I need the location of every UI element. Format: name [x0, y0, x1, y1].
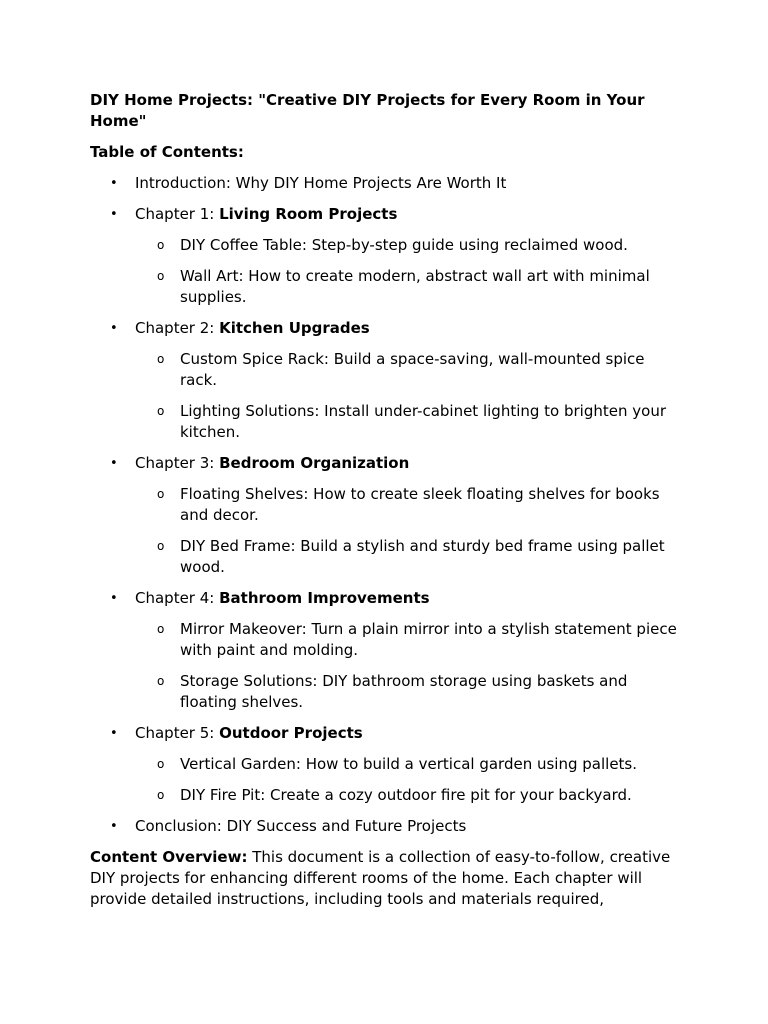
toc-subitem-text: Floating Shelves: How to create sleek floating shelves for books and decor. — [180, 485, 660, 524]
circle-bullet-icon: o — [157, 757, 165, 771]
toc-subitem-text: Mirror Makeover: Turn a plain mirror into a stylish statement piece with paint and molding. — [180, 620, 677, 659]
toc-heading: Table of Contents: — [90, 143, 244, 161]
toc-item — [90, 204, 680, 308]
toc-item — [90, 453, 680, 578]
circle-bullet-icon: o — [157, 788, 165, 802]
toc-item — [90, 723, 680, 806]
toc-sublist — [135, 619, 680, 713]
toc-subitem — [135, 619, 680, 661]
toc-item — [90, 816, 680, 837]
content-overview — [90, 847, 680, 910]
toc-item-title: Living Room Projects — [219, 205, 398, 223]
toc-subitem — [135, 235, 680, 256]
toc-item-title: Kitchen Upgrades — [219, 319, 370, 337]
circle-bullet-icon: o — [157, 487, 165, 501]
toc-subitem-text: Lighting Solutions: Install under-cabinet lighting to brighten your kitchen. — [180, 402, 666, 441]
toc-item-prefix: Chapter 3: — [135, 454, 220, 472]
toc-subitem — [135, 401, 680, 443]
circle-bullet-icon: o — [157, 352, 165, 366]
toc-subitem — [135, 266, 680, 308]
circle-bullet-icon: o — [157, 539, 165, 553]
toc-subitem-text: Vertical Garden: How to build a vertical garden using pallets. — [180, 755, 638, 773]
bullet-icon: • — [110, 726, 118, 741]
toc-subitem — [135, 349, 680, 391]
document-title: DIY Home Projects: "Creative DIY Projects for Every Room in Your Home" — [90, 91, 645, 130]
toc-subitem — [135, 536, 680, 578]
toc-subitem-text: DIY Bed Frame: Build a stylish and sturdy bed frame using pallet wood. — [180, 537, 665, 576]
toc-subitem — [135, 671, 680, 713]
toc-sublist — [135, 484, 680, 578]
bullet-icon: • — [110, 456, 118, 471]
circle-bullet-icon: o — [157, 238, 165, 252]
circle-bullet-icon: o — [157, 269, 165, 283]
toc-item-prefix: Chapter 2: — [135, 319, 220, 337]
bullet-icon: • — [110, 207, 118, 222]
toc-subitem — [135, 754, 680, 775]
toc-item-title: Outdoor Projects — [219, 724, 363, 742]
toc-sublist — [135, 349, 680, 443]
toc-item — [90, 318, 680, 443]
toc-subitem — [135, 484, 680, 526]
toc-sublist — [135, 754, 680, 806]
toc-item-prefix: Chapter 1: — [135, 205, 220, 223]
bullet-icon: • — [110, 819, 118, 834]
toc-item — [90, 588, 680, 713]
toc-subitem-text: Custom Spice Rack: Build a space-saving, wall-mounted spice rack. — [180, 350, 645, 389]
circle-bullet-icon: o — [157, 674, 165, 688]
toc-item-prefix: Conclusion: DIY Success and Future Projects — [135, 817, 467, 835]
toc-subitem — [135, 785, 680, 806]
toc-item-prefix: Chapter 5: — [135, 724, 220, 742]
toc-subitem-text: DIY Fire Pit: Create a cozy outdoor fire pit for your backyard. — [180, 786, 632, 804]
bullet-icon: • — [110, 321, 118, 336]
toc-item — [90, 173, 680, 194]
overview-text: This document is a collection of easy-to-follow, creative DIY projects for enhancing different rooms of the home. Each chapter will provide detailed instructions, including tools and materials required, — [90, 848, 671, 908]
toc-item-prefix: Introduction: Why DIY Home Projects Are Worth It — [135, 174, 507, 192]
circle-bullet-icon: o — [157, 622, 165, 636]
toc-sublist — [135, 235, 680, 308]
table-of-contents — [90, 173, 680, 837]
bullet-icon: • — [110, 591, 118, 606]
overview-label: Content Overview: — [90, 848, 248, 866]
circle-bullet-icon: o — [157, 404, 165, 418]
document-page — [90, 90, 680, 910]
toc-item-prefix: Chapter 4: — [135, 589, 220, 607]
toc-item-title: Bathroom Improvements — [219, 589, 430, 607]
toc-subitem-text: DIY Coffee Table: Step-by-step guide using reclaimed wood. — [180, 236, 628, 254]
toc-subitem-text: Wall Art: How to create modern, abstract wall art with minimal supplies. — [180, 267, 650, 306]
toc-subitem-text: Storage Solutions: DIY bathroom storage using baskets and floating shelves. — [180, 672, 628, 711]
bullet-icon: • — [110, 176, 118, 191]
toc-item-title: Bedroom Organization — [219, 454, 410, 472]
